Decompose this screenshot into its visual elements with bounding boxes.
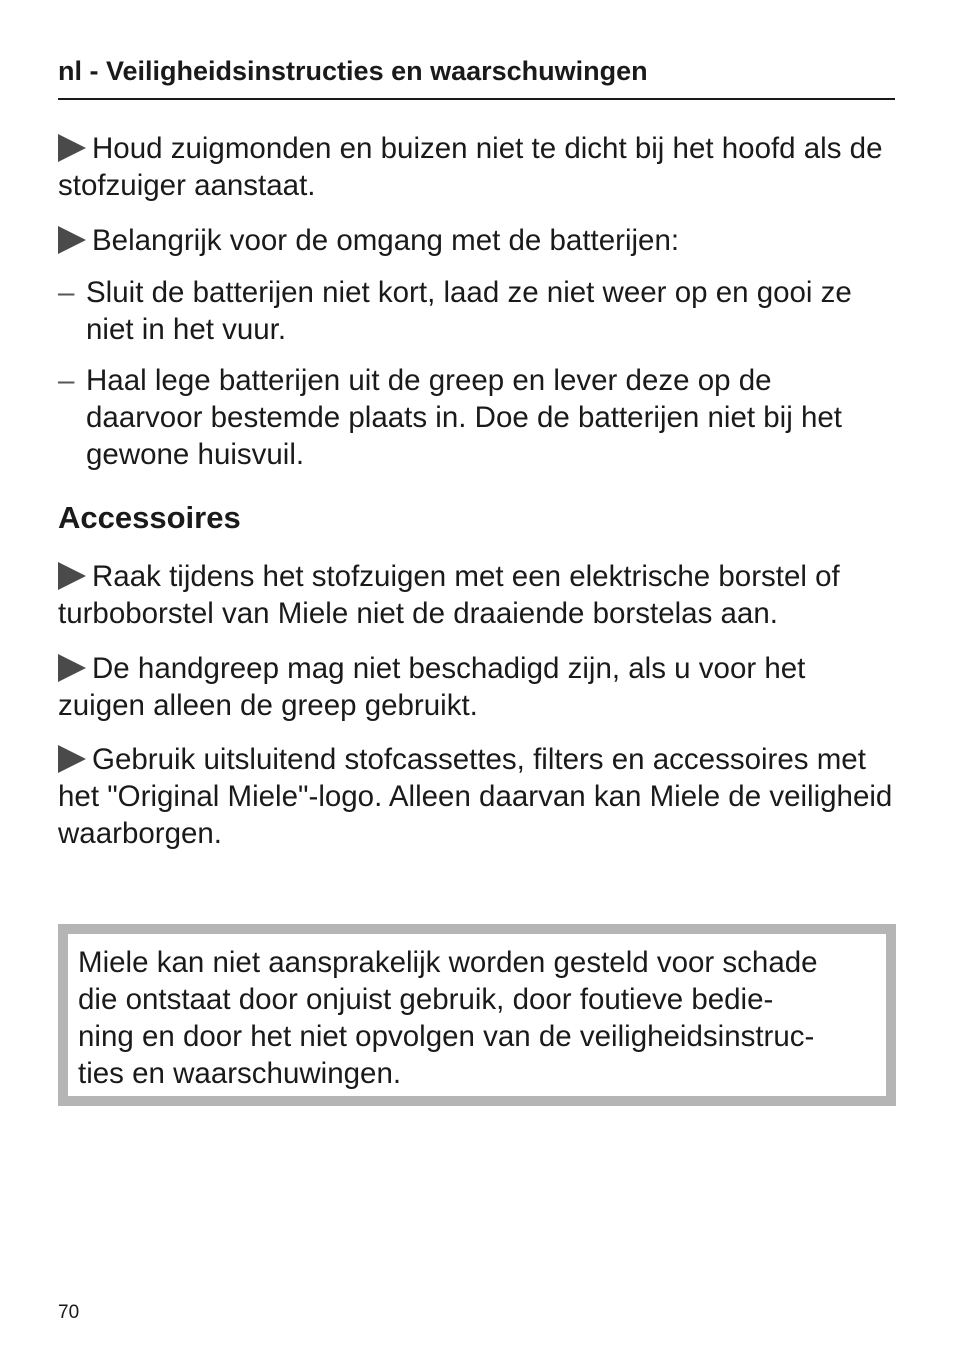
instruction-text: Belangrijk voor de omgang met de batterijen: <box>92 224 680 257</box>
instruction-text: Gebruik uitsluitend stofcassettes, filters en accessoires met het "Original Miele"-logo. Alleen daarvan kan Miele de veiligheid waarborgen. <box>58 743 893 850</box>
notice-line: ties en waarschuwingen. <box>78 1057 402 1090</box>
instruction-text: Raak tijdens het stofzuigen met een elektrische borstel of turboborstel van Miele niet de draaiende borstelas aan. <box>58 560 840 630</box>
page-number: 70 <box>58 1302 80 1323</box>
triangle-bullet-icon <box>58 745 86 773</box>
instruction-text: De handgreep mag niet beschadigd zijn, als u voor het zuigen alleen de greep gebruikt. <box>58 652 806 722</box>
list-item-text: Haal lege batterijen uit de greep en lever deze op de daarvoor bestemde plaats in. Doe de batterijen niet bij het gewone huisvuil. <box>86 364 842 471</box>
notice-line: ning en door het niet opvolgen van de veiligheidsinstruc- <box>78 1020 815 1053</box>
page-header <box>58 52 895 100</box>
triangle-bullet-icon <box>58 562 86 590</box>
section-heading: Accessoires <box>58 500 241 535</box>
triangle-bullet-icon <box>58 134 86 162</box>
instruction-paragraph <box>58 558 898 632</box>
instruction-text: Houd zuigmonden en buizen niet te dicht bij het hoofd als de stofzuiger aanstaat. <box>58 132 883 202</box>
liability-notice-box <box>58 924 896 1106</box>
instruction-paragraph <box>58 222 898 259</box>
list-item <box>58 362 888 473</box>
instruction-paragraph <box>58 650 898 724</box>
notice-line: die ontstaat door onjuist gebruik, door foutieve bedie- <box>78 983 774 1016</box>
instruction-paragraph <box>58 741 898 852</box>
instruction-paragraph <box>58 130 898 204</box>
notice-line: Miele kan niet aansprakelijk worden gesteld voor schade <box>78 946 818 979</box>
list-item-text: Sluit de batterijen niet kort, laad ze niet weer op en gooi ze niet in het vuur. <box>86 276 852 346</box>
page-title: nl - Veiligheidsinstructies en waarschuwingen <box>58 56 648 86</box>
list-item <box>58 274 888 348</box>
triangle-bullet-icon <box>58 654 86 682</box>
triangle-bullet-icon <box>58 226 86 254</box>
dash-bullet: – <box>58 276 75 309</box>
dash-bullet: – <box>58 364 75 397</box>
